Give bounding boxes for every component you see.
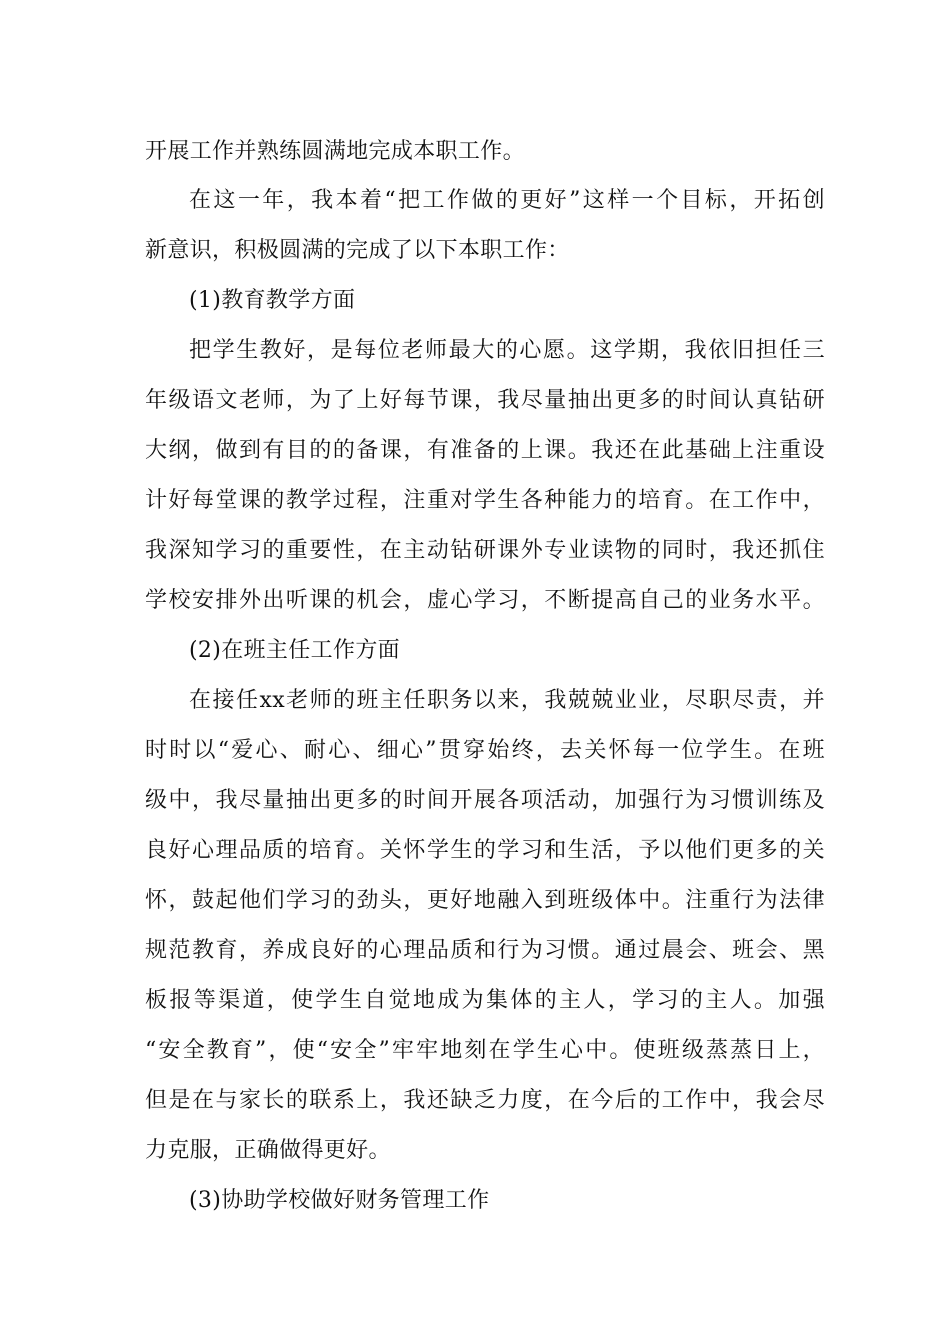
text-line-20: 但是在与家长的联系上，我还缺乏力度，在今后的工作中，我会尽 — [145, 1088, 825, 1113]
text-line-7: 大纲，做到有目的的备课，有准备的上课。我还在此基础上注重设 — [145, 438, 825, 463]
text-line-10: 学校安排外出听课的机会，虚心学习，不断提高自己的业务水平。 — [145, 588, 825, 613]
text-line-9: 我深知学习的重要性，在主动钻研课外专业读物的同时，我还抓住 — [145, 538, 825, 563]
text-line-16: 怀，鼓起他们学习的劲头，更好地融入到班级体中。注重行为法律 — [145, 888, 825, 913]
text-line-15: 良好心理品质的培育。关怀学生的学习和生活，予以他们更多的关 — [145, 838, 825, 863]
text-line-5: 把学生教好，是每位老师最大的心愿。这学期，我依旧担任三 — [189, 338, 825, 363]
section-heading-1: (1)教育教学方面 — [189, 288, 356, 313]
text-line-1: 开展工作并熟练圆满地完成本职工作。 — [145, 139, 525, 164]
text-line-17: 规范教育，养成良好的心理品质和行为习惯。通过晨会、班会、黑 — [145, 938, 825, 963]
text-line-3: 新意识，积极圆满的完成了以下本职工作： — [145, 238, 570, 263]
section-heading-3: (3)协助学校做好财务管理工作 — [189, 1188, 490, 1213]
text-line-21: 力克服，正确做得更好。 — [145, 1138, 391, 1163]
section-heading-2: (2)在班主任工作方面 — [189, 638, 401, 663]
text-line-14: 级中，我尽量抽出更多的时间开展各项活动，加强行为习惯训练及 — [145, 788, 825, 813]
text-line-2: 在这一年，我本着“把工作做的更好”这样一个目标，开拓创 — [189, 188, 825, 213]
text-line-8: 计好每堂课的教学过程，注重对学生各种能力的培育。在工作中， — [145, 488, 825, 513]
text-line-18: 板报等渠道，使学生自觉地成为集体的主人，学习的主人。加强 — [145, 988, 825, 1013]
text-line-19: “安全教育”，使“安全”牢牢地刻在学生心中。使班级蒸蒸日上， — [145, 1038, 825, 1063]
text-line-6: 年级语文老师，为了上好每节课，我尽量抽出更多的时间认真钻研 — [145, 388, 825, 413]
text-line-12: 在接任xx老师的班主任职务以来，我兢兢业业，尽职尽责，并 — [189, 688, 825, 713]
text-line-13: 时时以“爱心、耐心、细心”贯穿始终，去关怀每一位学生。在班 — [145, 738, 825, 763]
